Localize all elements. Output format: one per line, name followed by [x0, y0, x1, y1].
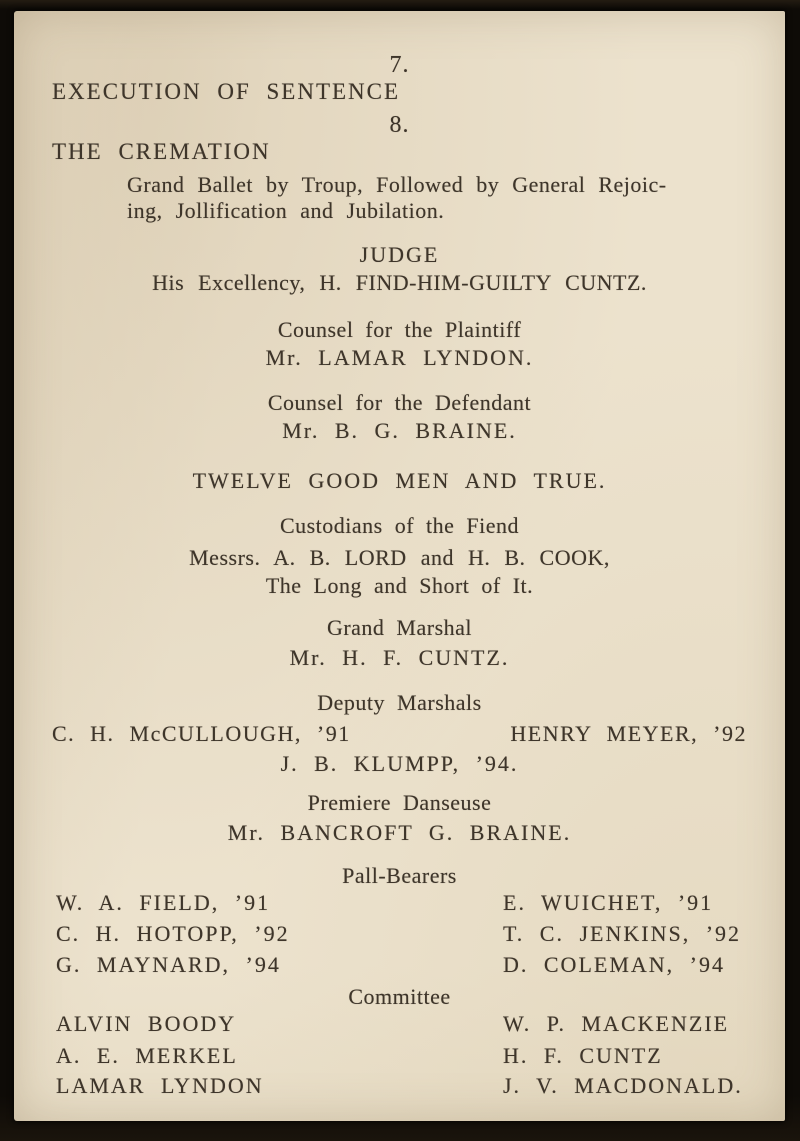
- judge-heading: JUDGE: [359, 242, 440, 267]
- program-page: [14, 11, 785, 1121]
- pall-bearer-right-2: T. C. JENKINS, ’92: [503, 921, 742, 946]
- premiere-danseuse-name: Mr. BANCROFT G. BRAINE.: [227, 820, 572, 845]
- item-title-execution-of-sentence: EXECUTION OF SENTENCE: [52, 79, 401, 104]
- pall-bearer-left-3: G. MAYNARD, ’94: [56, 952, 281, 977]
- pall-bearer-right-1: E. WUICHET, ’91: [503, 890, 714, 915]
- defendant-counsel-heading: Counsel for the Defendant: [267, 390, 532, 415]
- cremation-desc-line2: ing, Jollification and Jubilation.: [127, 198, 445, 223]
- deputy-marshal-right: HENRY MEYER, ’92: [510, 721, 747, 746]
- pall-bearer-left-2: C. H. HOTOPP, ’92: [56, 921, 290, 946]
- committee-heading: Committee: [348, 984, 451, 1009]
- custodians-names: Messrs. A. B. LORD and H. B. COOK,: [189, 545, 610, 570]
- cremation-desc-line1: Grand Ballet by Troup, Followed by General Rejoic-: [127, 172, 667, 197]
- deputy-marshal-center: J. B. KLUMPP, ’94.: [280, 751, 519, 776]
- item-title-the-cremation: THE CREMATION: [52, 139, 271, 164]
- plaintiff-counsel-name: Mr. LAMAR LYNDON.: [265, 345, 534, 370]
- grand-marshal-heading: Grand Marshal: [326, 615, 473, 640]
- committee-right-2: H. F. CUNTZ: [503, 1043, 663, 1068]
- committee-right-3: J. V. MACDONALD.: [503, 1073, 743, 1098]
- item-number-8: 8.: [389, 112, 410, 138]
- custodians-heading: Custodians of the Fiend: [279, 513, 520, 538]
- pall-bearer-left-1: W. A. FIELD, ’91: [56, 890, 271, 915]
- defendant-counsel-name: Mr. B. G. BRAINE.: [282, 418, 517, 443]
- deputy-marshals-heading: Deputy Marshals: [317, 690, 482, 715]
- grand-marshal-name: Mr. H. F. CUNTZ.: [289, 645, 510, 670]
- deputy-marshal-left: C. H. McCULLOUGH, ’91: [52, 721, 351, 746]
- committee-left-2: A. E. MERKEL: [56, 1043, 238, 1068]
- premiere-danseuse-heading: Premiere Danseuse: [307, 790, 492, 815]
- committee-left-3: LAMAR LYNDON: [56, 1073, 264, 1098]
- item-number-7: 7.: [389, 52, 410, 78]
- custodians-tagline: The Long and Short of It.: [265, 573, 534, 598]
- pall-bearer-right-3: D. COLEMAN, ’94: [503, 952, 725, 977]
- pall-bearers-heading: Pall-Bearers: [342, 863, 457, 888]
- committee-left-1: ALVIN BOODY: [56, 1011, 237, 1036]
- jury-heading: TWELVE GOOD MEN AND TRUE.: [192, 468, 607, 493]
- plaintiff-counsel-heading: Counsel for the Plaintiff: [277, 317, 522, 342]
- committee-right-1: W. P. MACKENZIE: [503, 1011, 730, 1036]
- judge-name: His Excellency, H. FIND-HIM-GUILTY CUNTZ.: [152, 270, 647, 295]
